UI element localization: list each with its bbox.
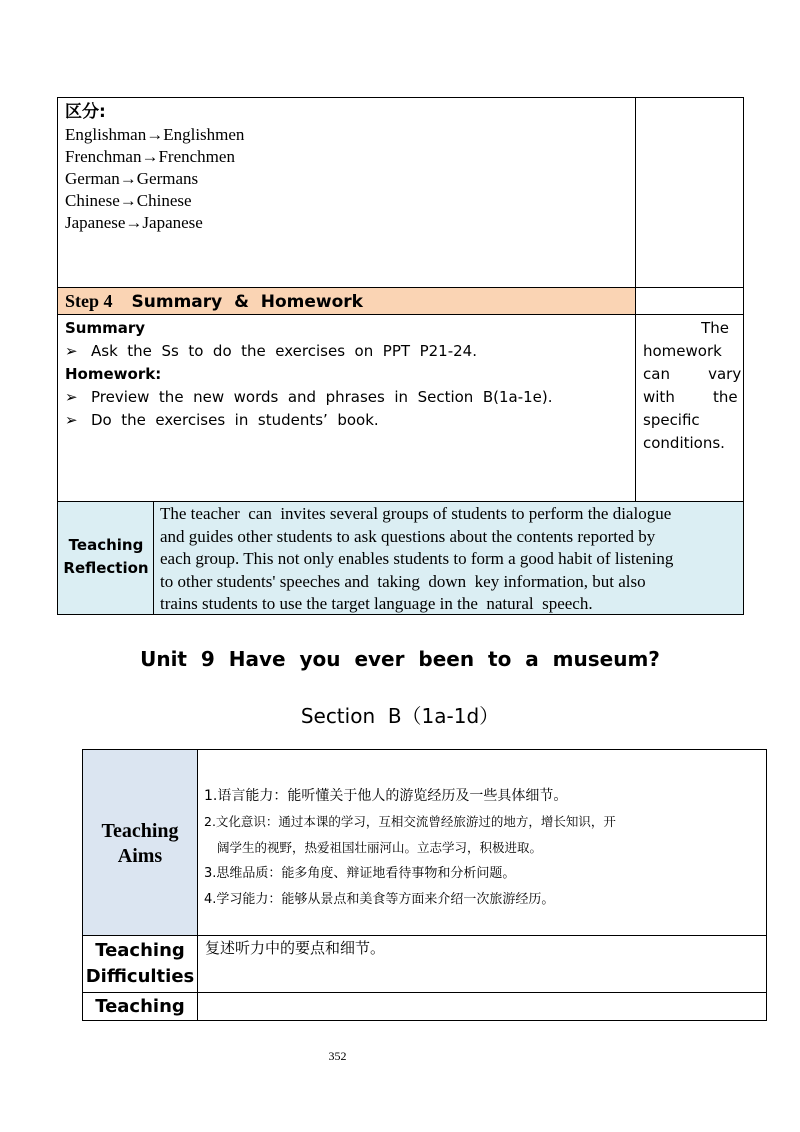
homework-label: Homework:	[65, 365, 162, 383]
table-1-row-divider	[57, 314, 744, 315]
reflection-text: The teacher can invites several groups of students to perform the dialogue and guides other students to ask questions about the contents reported by each group. This not only enables students to form a good habit of listening to other students' speeches and taking down key information, but also trains students to use the target language in the natural speech.	[160, 504, 674, 613]
lesson-table-2	[82, 749, 767, 1021]
aim-item: 3.思维品质：能多角度、辩证地看待事物和分析问题。	[204, 866, 516, 881]
homework-item: ➢ Do the exercises in students’ book.	[65, 411, 379, 429]
step-number: Step 4	[65, 291, 113, 311]
section-title: Section B（1a-1d）	[300, 704, 500, 728]
table-2-row-divider	[82, 935, 767, 936]
reflection-col-divider	[153, 501, 154, 615]
plural-pair: Japanese→Japanese	[65, 213, 203, 232]
plural-pair: Chinese→Chinese	[65, 191, 192, 210]
aim-item: 阔学生的视野，热爱祖国壮丽河山。立志学习，积极进取。	[217, 840, 543, 855]
aims-content	[204, 783, 759, 913]
summary-item: ➢ Ask the Ss to do the exercises on PPT P21-24.	[65, 342, 477, 360]
homework-note: The homework can vary with the specific conditions.	[643, 319, 742, 452]
page-number: 352	[328, 1049, 347, 1063]
summary-label: Summary	[65, 319, 146, 337]
compare-heading: 区分:	[65, 102, 106, 122]
step-title: Summary & Homework	[131, 292, 363, 312]
aim-item: 1.语言能力：能听懂关于他人的游览经历及一些具体细节。	[204, 788, 568, 804]
reflection-label: Teaching Reflection	[63, 536, 149, 577]
plural-pair: German→Germans	[65, 169, 199, 188]
teaching-methods-label: Teaching	[95, 996, 185, 1017]
unit-title: Unit 9 Have you ever been to a museum?	[140, 647, 660, 671]
summary-cell	[65, 317, 630, 432]
compare-cell	[65, 100, 625, 234]
homework-item: ➢ Preview the new words and phrases in Section B(1a-1e).	[65, 388, 553, 406]
aim-item: 2.文化意识：通过本课的学习，互相交流曾经旅游过的地方，增长知识，开	[204, 814, 616, 829]
plural-pair: Englishman→Englishmen	[65, 125, 245, 144]
step-header-text	[65, 290, 363, 313]
table-2-col-divider	[197, 749, 198, 1021]
plural-pair: Frenchman→Frenchmen	[65, 147, 235, 166]
aim-item: 4.学习能力：能够从景点和美食等方面来介绍一次旅游经历。	[204, 892, 555, 907]
lesson-table-1	[57, 97, 744, 615]
table-1-col-divider	[635, 97, 636, 502]
aims-label: Teaching Aims	[101, 820, 179, 867]
difficulties-label: Teaching Difficulties	[85, 940, 195, 987]
difficulties-content: 复述听力中的要点和细节。	[205, 939, 386, 957]
table-2-row-divider	[82, 992, 767, 993]
